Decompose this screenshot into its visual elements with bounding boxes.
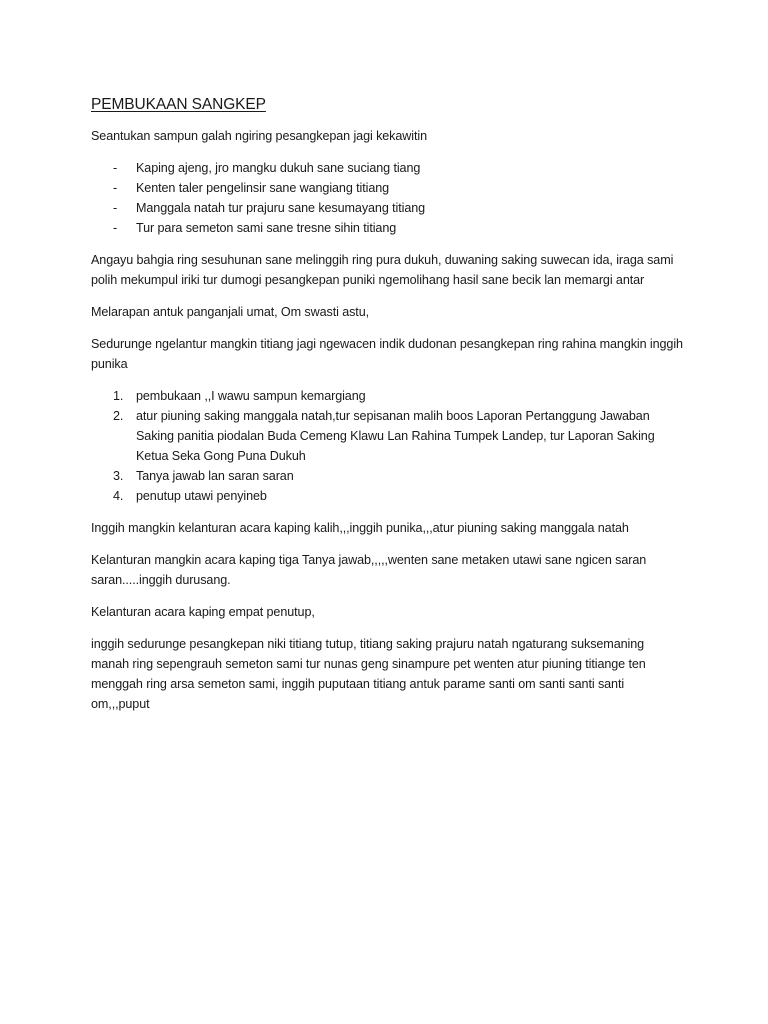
list-item-text: Manggala natah tur prajuru sane kesumayang titiang <box>136 201 426 215</box>
paragraph-acara-tiga: Kelanturan mangkin acara kaping tiga Tanya jawab,,,,,wenten sane metaken utawi sane ngicen saran saran.....inggih durusang. <box>91 553 647 587</box>
list-marker: - <box>113 161 118 175</box>
paragraph-panganjali: Melarapan antuk panganjali umat, Om swasti astu, <box>91 305 370 319</box>
list-item-text: penutup utawi penyineb <box>136 489 267 503</box>
greetings-list <box>91 158 683 238</box>
list-marker: 2. <box>113 409 124 423</box>
list-marker: 4. <box>113 489 124 503</box>
intro-paragraph: Seantukan sampun galah ngiring pesangkepan jagi kekawitin <box>91 129 427 143</box>
paragraph-angayu-bahgia: Angayu bahgia ring sesuhunan sane melinggih ring pura dukuh, duwaning saking suwecan ida, iraga sami polih mekumpul iriki tur dumogi pesangkepan puniki ngemolihang hasil sane becik lan memargi antar <box>91 253 674 287</box>
list-item <box>91 178 683 198</box>
list-item-text: Kenten taler pengelinsir sane wangiang titiang <box>136 181 390 195</box>
list-item <box>91 198 683 218</box>
list-item <box>91 218 683 238</box>
document-page <box>91 94 683 726</box>
agenda-list <box>91 386 683 506</box>
list-item <box>91 486 683 506</box>
list-item-text: Tanya jawab lan saran saran <box>136 469 294 483</box>
paragraph-acara-empat: Kelanturan acara kaping empat penutup, <box>91 605 315 619</box>
list-item-text: pembukaan ,,I wawu sampun kemargiang <box>136 389 366 403</box>
list-marker: - <box>113 181 118 195</box>
list-item-text: atur piuning saking manggala natah,tur sepisanan malih boos Laporan Pertanggung Jawaban Saking panitia piodalan Buda Cemeng Klawu Lan Rahina Tumpek Landep, tur Laporan Saking Ketua Seka Gong Puna Dukuh <box>136 409 655 463</box>
list-marker: 3. <box>113 469 124 483</box>
list-item-text: Tur para semeton sami sane tresne sihin titiang <box>136 221 397 235</box>
paragraph-acara-kalih: Inggih mangkin kelanturan acara kaping kalih,,,inggih punika,,,atur piuning saking manggala natah <box>91 521 629 535</box>
paragraph-dudonan-intro: Sedurunge ngelantur mangkin titiang jagi ngewacen indik dudonan pesangkepan ring rahina mangkin inggih punika <box>91 337 683 371</box>
list-item <box>91 158 683 178</box>
list-marker: - <box>113 201 118 215</box>
list-marker: 1. <box>113 389 124 403</box>
paragraph-penutup: inggih sedurunge pesangkepan niki titiang tutup, titiang saking prajuru natah ngaturang suksemaning manah ring sepengrauh semeton sami tur nunas geng sinampure pet wenten atur piuning titiange ten menggah ring arsa semeton sami, inggih puputaan titiang antuk parame santi om santi santi santi om,,,puput <box>91 637 646 711</box>
list-item <box>91 386 683 406</box>
list-item <box>91 466 683 486</box>
list-item <box>91 406 683 466</box>
document-title: PEMBUKAAN SANGKEP <box>91 96 266 113</box>
list-marker: - <box>113 221 118 235</box>
list-item-text: Kaping ajeng, jro mangku dukuh sane suciang tiang <box>136 161 421 175</box>
